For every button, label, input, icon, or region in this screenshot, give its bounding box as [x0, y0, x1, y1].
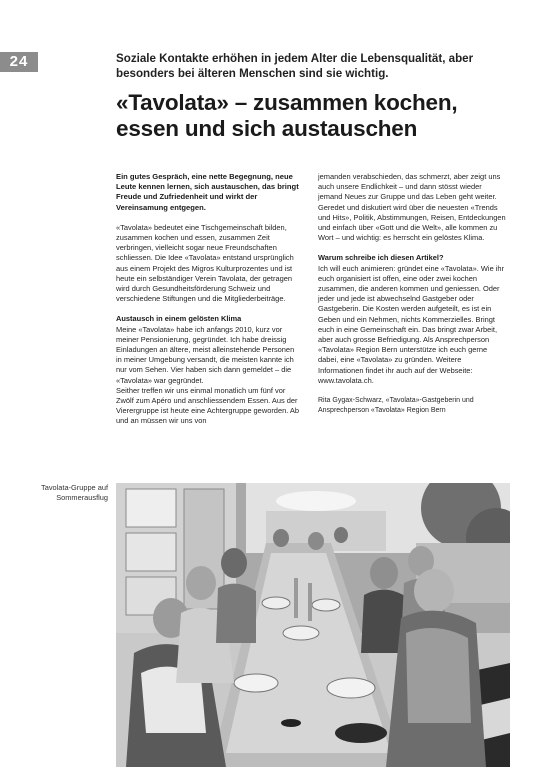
paragraph: Meine «Tavolata» habe ich anfangs 2010, kurz vor meiner Pensionierung, gegründet. Ich habe dreissig Einladungen an ältere, meist alleinstehende Personen in meiner Umgebung versandt, die meisten kannte ich nur vom Sehen. Vier haben sich dann gemeldet – die «Tavolata» war gegründet.	[116, 324, 295, 385]
article-lead: Ein gutes Gespräch, eine nette Begegnung, neue Leute kennen lernen, sich austauschen, das bringt Freude und Zufriedenheit und wirkt der Vereinsamung entgegen.	[116, 172, 299, 212]
subheading: Warum schreibe ich diesen Artikel?	[318, 253, 444, 263]
group-photo-illustration	[116, 483, 510, 767]
paragraph: «Tavolata» bedeutet eine Tischgemeinschaft bilden, zusammen kochen und essen, zusammen Zeit verbringen, vielleicht sogar neue Freundschaften schliessen. Die Idee «Tavolata» entstand ursprünglich aus einem Projekt des Migros Kulturprozentes und ist heute ein selbständiger Verein Tavolata, der getragen wird durch Gesundheitsförderung Schweiz und verschiedene Stiftungen und die Mitgliederbeiträge.	[116, 222, 294, 304]
paragraph: Ich will euch animieren: gründet eine «Tavolata». Wie ihr euch organisiert ist offen, eine oder zwei kochen zusammen, die anderen kommen und geniessen. Oder jeder und jede ist abwechselnd Gastgeber oder Gastgeberin. Die Kosten werden aufgeteilt, es ist ein Geben und ein Nehmen, nichts Kommerzielles. Bringt euch in eine Gemeinschaft ein. Das bringt zwar Arbeit, aber auch grosse Befriedigung. Als Ansprechperson «Tavolata» Region Bern unterstütze ich euch gerne dabei, eine «Tavolata» zu gründen. Weitere Informationen findet ihr auch auf der Webseite: www.tavolata.ch.	[318, 263, 505, 385]
subheading: Austausch in einem gelösten Klima	[116, 314, 242, 324]
group-photo	[116, 483, 510, 767]
text-column-right	[318, 172, 508, 426]
paragraph: Seither treffen wir uns einmal monatlich um fünf vor Zwölf zum Apéro und anschliessendem Essen. Aus der Vierergruppe ist heute eine Achtergruppe geworden. Ab und an müssen wir uns von	[116, 385, 300, 426]
page-number: 24	[0, 52, 38, 72]
author-signature: Rita Gygax-Schwarz, «Tavolata»-Gastgeberin und Ansprechperson «Tavolata» Region Bern	[318, 397, 474, 415]
text-column-left	[116, 172, 302, 427]
article-headline: «Tavolata» – zusammen kochen, essen und sich austauschen	[116, 90, 458, 141]
article-kicker: Soziale Kontakte erhöhen in jedem Alter die Lebensqualität, aber besonders bei älteren Menschen sind sie wichtig.	[116, 52, 474, 80]
paragraph: Geredet und diskutiert wird über die neuesten «Trends und Hits», Politik, Abstimmungen, Reisen, Entdeckungen und einfach über «Gott und die Welt», alle kommen zu Wort – und wichtig: es herrscht ein gelöstes Klima.	[318, 202, 506, 243]
photo-caption: Tavolata-Gruppe auf Sommerausflug	[41, 483, 108, 502]
paragraph: jemanden verabschieden, das schmerzt, aber zeigt uns auch unsere Endlichkeit – und dann stösst wieder jemand Neues zur Gruppe und das Leben geht weiter.	[318, 172, 501, 202]
